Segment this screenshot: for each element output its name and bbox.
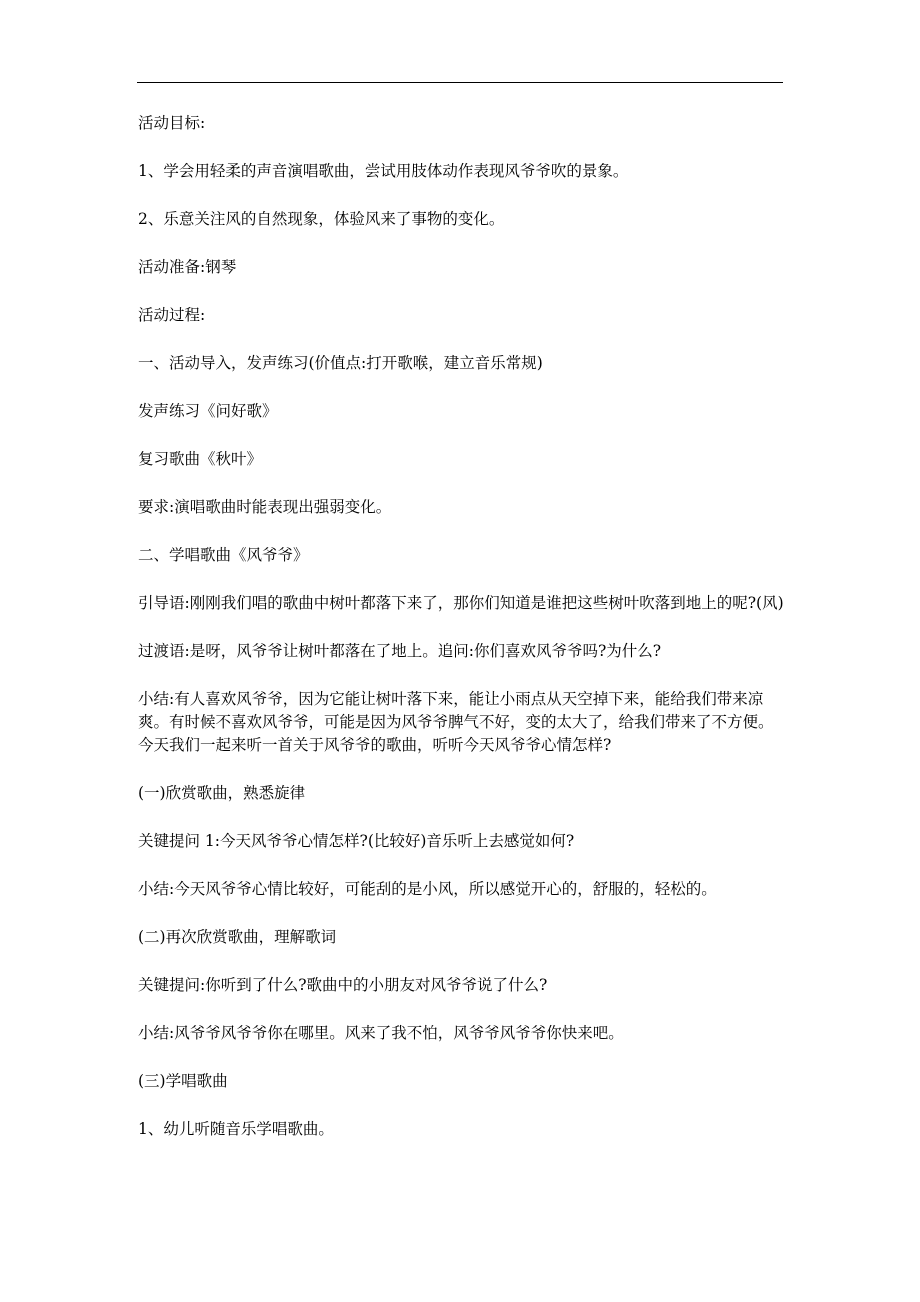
subsection-one-heading: (一)欣赏歌曲，熟悉旋律 bbox=[138, 784, 306, 802]
goal-item-1: 1、学会用轻柔的声音演唱歌曲，尝试用肢体动作表现风爷爷吹的景象。 bbox=[138, 162, 629, 180]
guide-text-paragraph: 引导语:刚刚我们唱的歌曲中树叶都落下来了，那你们知道是谁把这些树叶吹落到地上的呢?(风) bbox=[138, 594, 784, 612]
subsection-three-heading: (三)学唱歌曲 bbox=[138, 1072, 228, 1090]
requirement-line: 要求:演唱歌曲时能表现出强弱变化。 bbox=[138, 498, 392, 516]
header-rule bbox=[137, 82, 783, 83]
transition-text-paragraph: 过渡语:是呀，风爷爷让树叶都落在了地上。追问:你们喜欢风爷爷吗?为什么? bbox=[138, 642, 662, 660]
heading-activity-preparation: 活动准备:钢琴 bbox=[138, 258, 237, 276]
summary-paragraph-2: 小结:今天风爷爷心情比较好，可能刮的是小风，所以感觉开心的，舒服的，轻松的。 bbox=[138, 880, 717, 898]
goal-item-2: 2、乐意关注风的自然现象，体验风来了事物的变化。 bbox=[138, 210, 505, 228]
document-body bbox=[138, 112, 786, 1166]
vocal-practice-line: 发声练习《问好歌》 bbox=[138, 402, 278, 420]
section-one-heading: 一、活动导入，发声练习(价值点:打开歌喉，建立音乐常规) bbox=[138, 354, 543, 372]
key-question-1: 关键提问 1:今天风爷爷心情怎样?(比较好)音乐听上去感觉如何? bbox=[138, 832, 575, 850]
heading-activity-goals: 活动目标: bbox=[138, 114, 206, 132]
subsection-two-heading: (二)再次欣赏歌曲，理解歌词 bbox=[138, 928, 337, 946]
heading-activity-process: 活动过程: bbox=[138, 306, 206, 324]
section-two-heading: 二、学唱歌曲《风爷爷》 bbox=[138, 546, 309, 564]
learning-step-1: 1、幼儿听随音乐学唱歌曲。 bbox=[138, 1120, 334, 1138]
summary-paragraph-3: 小结:风爷爷风爷爷你在哪里。风来了我不怕，风爷爷风爷爷你快来吧。 bbox=[138, 1024, 624, 1042]
review-song-line: 复习歌曲《秋叶》 bbox=[138, 450, 263, 468]
summary-paragraph-1: 小结:有人喜欢风爷爷，因为它能让树叶落下来，能让小雨点从天空掉下来，能给我们带来凉爽。有时候不喜欢风爷爷，可能是因为风爷爷脾气不好，变的太大了，给我们带来了不方便。今天我们一起来听一首关于风爷爷的歌曲，听听今天风爷爷心情怎样? bbox=[138, 690, 774, 754]
key-question-2: 关键提问:你听到了什么?歌曲中的小朋友对风爷爷说了什么? bbox=[138, 976, 548, 994]
